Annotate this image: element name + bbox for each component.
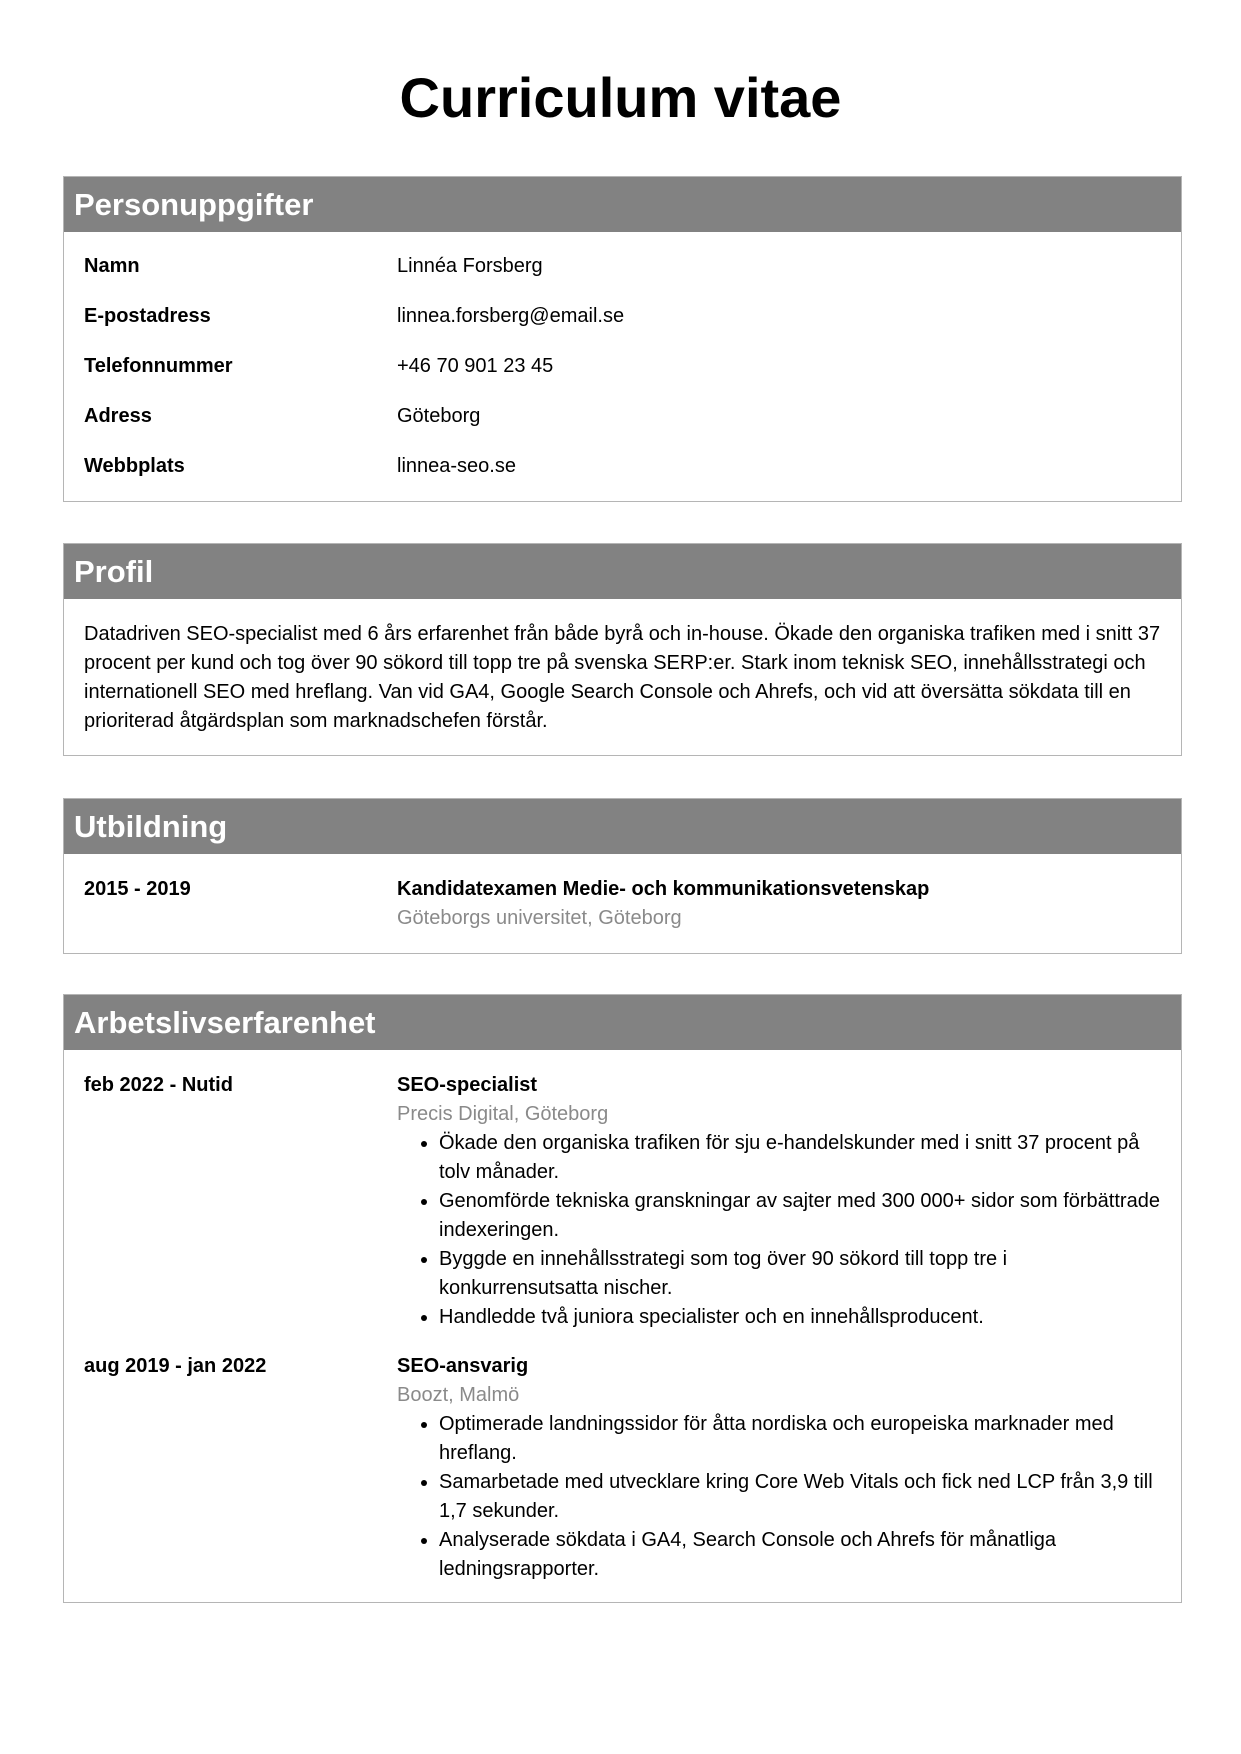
entry-body: [397, 875, 1161, 933]
list-item: • Samarbetade med utvecklare kring Core Web Vitals och fick ned LCP från 3,9 till 1,7 sekunder.: [439, 1468, 1161, 1526]
field-label: Webbplats: [84, 455, 185, 477]
entry-dates: aug 2019 - jan 2022: [84, 1355, 267, 1377]
personal-info-section: [63, 176, 1182, 502]
field-value: Göteborg: [397, 405, 481, 427]
list-item: • Handledde två juniora specialister och en innehållsproducent.: [439, 1303, 1161, 1332]
field-label: Namn: [84, 255, 140, 277]
section-heading: Profil: [64, 544, 1181, 599]
personal-info-list: [64, 232, 1181, 503]
personal-row-phone: [84, 353, 1161, 403]
degree-title: Kandidatexamen Medie- och kommunikationsvetenskap: [397, 878, 930, 900]
field-label: Adress: [84, 405, 152, 427]
section-heading: Personuppgifter: [64, 177, 1181, 232]
employer: Boozt, Malmö: [397, 1384, 520, 1406]
section-heading: Utbildning: [64, 799, 1181, 854]
personal-row-address: [84, 403, 1161, 453]
achievement-list: [397, 1410, 1161, 1584]
document-title: Curriculum vitae: [399, 66, 842, 129]
entry-dates: 2015 - 2019: [84, 878, 191, 900]
field-value: linnea.forsberg@email.se: [397, 305, 625, 327]
list-item: • Analyserade sökdata i GA4, Search Console och Ahrefs för månatliga ledningsrapporter.: [439, 1526, 1161, 1584]
list-item: • Byggde en innehållsstrategi som tog över 90 sökord till topp tre i konkurrensutsatta nischer.: [439, 1245, 1161, 1303]
education-section: [63, 798, 1182, 954]
achievement-list: [397, 1129, 1161, 1332]
personal-row-website: [84, 453, 1161, 503]
work-entry: [64, 1332, 1181, 1584]
profile-section: [63, 543, 1182, 756]
entry-body: [397, 1071, 1161, 1332]
field-value: Linnéa Forsberg: [397, 255, 543, 277]
field-value: +46 70 901 23 45: [397, 355, 554, 377]
list-item: • Ökade den organiska trafiken för sju e-handelskunder med i snitt 37 procent på tolv månader.: [439, 1129, 1161, 1187]
entry-dates: feb 2022 - Nutid: [84, 1074, 233, 1096]
work-entry: [64, 1050, 1181, 1332]
list-item: • Optimerade landningssidor för åtta nordiska och europeiska marknader med hreflang.: [439, 1410, 1161, 1468]
field-label: E-postadress: [84, 305, 211, 327]
section-heading: Arbetslivserfarenhet: [64, 995, 1181, 1050]
field-value: linnea-seo.se: [397, 455, 516, 477]
personal-row-name: [84, 253, 1161, 303]
profile-text: Datadriven SEO-specialist med 6 års erfarenhet från både byrå och in-house. Ökade den organiska trafiken med i snitt 37 procent per kund och tog över 90 sökord till topp tre på svenska SERP:er. Stark inom teknisk SEO, innehållsstrategi och internationell SEO med hreflang. Van vid GA4, Google Search Console och Ahrefs, och vid att översätta sökdata till en prioriterad åtgärdsplan som marknadschefen förstår.: [84, 623, 1161, 732]
work-experience-section: [63, 994, 1182, 1603]
job-title: SEO-specialist: [397, 1074, 538, 1096]
personal-row-email: [84, 303, 1161, 353]
entry-body: [397, 1352, 1161, 1584]
job-title: SEO-ansvarig: [397, 1355, 529, 1377]
institution: Göteborgs universitet, Göteborg: [397, 907, 682, 929]
employer: Precis Digital, Göteborg: [397, 1103, 609, 1125]
list-item: • Genomförde tekniska granskningar av sajter med 300 000+ sidor som förbättrade indexeringen.: [439, 1187, 1161, 1245]
education-entry: [64, 854, 1181, 933]
field-label: Telefonnummer: [84, 355, 233, 377]
